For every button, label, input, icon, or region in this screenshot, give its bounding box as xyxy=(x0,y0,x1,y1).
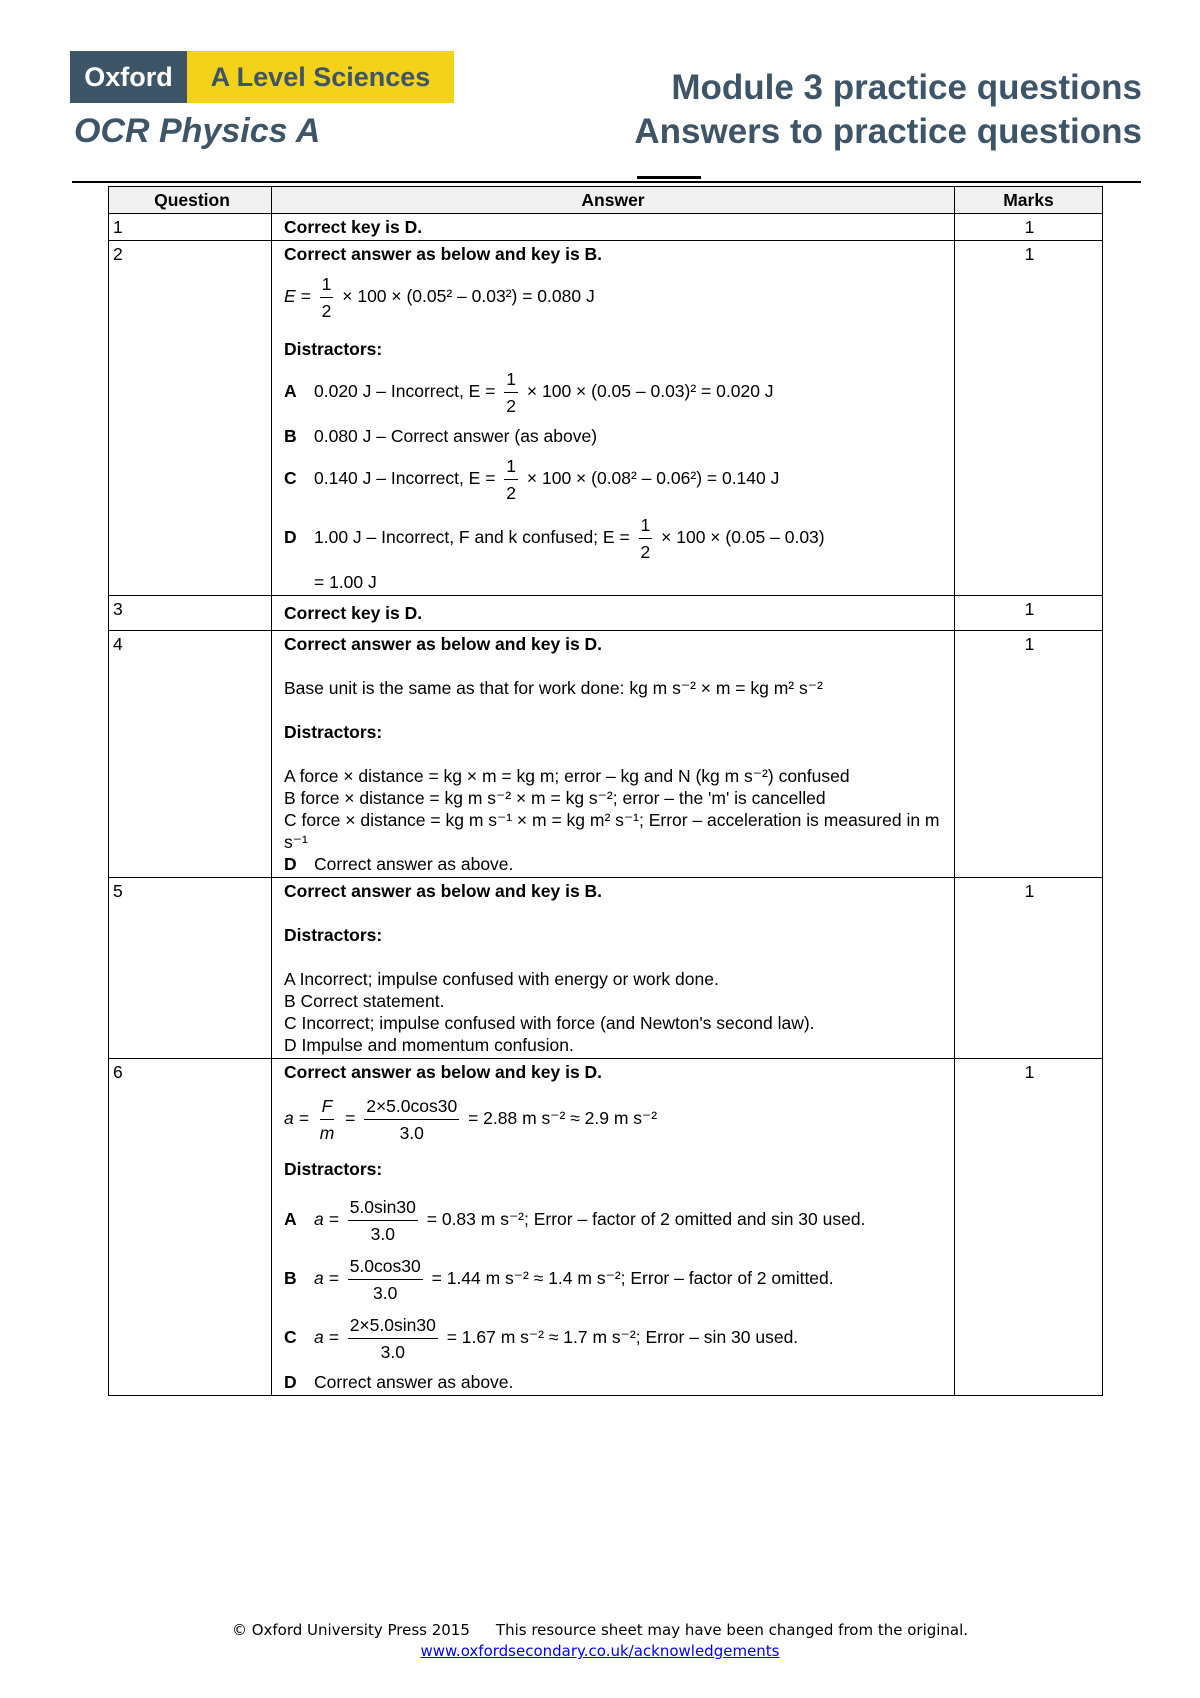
distractor-c xyxy=(284,1312,944,1365)
oxford-logo xyxy=(70,51,454,103)
acknowledgements-link[interactable]: www.oxfordsecondary.co.uk/acknowledgements xyxy=(420,1642,780,1660)
equation xyxy=(284,271,944,324)
header-answer: Answer xyxy=(272,187,955,214)
distractor-c: C Incorrect; impulse confused with force (and Newton's second law). xyxy=(284,1013,815,1033)
answers-table xyxy=(108,186,1103,1396)
option-letter: D xyxy=(284,854,297,874)
frac-num: 1 xyxy=(320,271,334,298)
frac-den: m xyxy=(319,1123,335,1143)
option-letter: A xyxy=(284,1209,297,1230)
option-letter: C xyxy=(284,468,297,489)
eq-lhs: a = xyxy=(314,1209,339,1230)
distractor-d-result: = 1.00 J xyxy=(314,572,377,592)
logo-oxford-text: Oxford xyxy=(70,51,187,103)
frac-num: 1 xyxy=(504,366,518,393)
frac-num: 2×5.0cos30 xyxy=(364,1093,459,1120)
fraction xyxy=(348,1312,438,1365)
marks-value: 1 xyxy=(955,596,1103,631)
distractor-b xyxy=(284,425,944,447)
distractor-a xyxy=(284,1194,944,1247)
frac-num: 5.0sin30 xyxy=(348,1194,418,1221)
header-rule xyxy=(72,181,1141,183)
fraction xyxy=(320,271,334,324)
option-letter: D xyxy=(284,527,297,548)
distractor-text: 0.080 J – Correct answer (as above) xyxy=(314,426,598,446)
header-question: Question xyxy=(109,187,272,214)
fraction xyxy=(348,1253,423,1306)
distractor-text: × 100 × (0.08² – 0.06²) = 0.140 J xyxy=(526,468,780,489)
base-unit-text: Base unit is the same as that for work done: kg m s⁻² × m = kg m² s⁻² xyxy=(284,678,823,698)
distractor-c xyxy=(284,453,944,506)
answer-text: Correct key is D. xyxy=(272,214,955,241)
table-row xyxy=(109,241,1103,596)
distractor-d: D Impulse and momentum confusion. xyxy=(284,1035,574,1055)
frac-num: 2×5.0sin30 xyxy=(348,1312,438,1339)
eq-lhs: E = xyxy=(284,286,311,307)
frac-den: 3.0 xyxy=(380,1342,405,1362)
fraction xyxy=(364,1093,459,1146)
answer-heading: Correct answer as below and key is B. xyxy=(284,881,603,901)
frac-num: 1 xyxy=(504,453,518,480)
table-row xyxy=(109,596,1103,631)
fraction xyxy=(504,453,518,506)
logo-alevel-text: A Level Sciences xyxy=(187,51,454,103)
question-number: 2 xyxy=(109,241,272,596)
distractor-text: = 1.44 m s⁻² ≈ 1.4 m s⁻²; Error – factor of 2 omitted. xyxy=(431,1268,834,1289)
distractor-text: = 0.83 m s⁻²; Error – factor of 2 omitted and sin 30 used. xyxy=(426,1209,866,1230)
header-marks: Marks xyxy=(955,187,1103,214)
option-letter: B xyxy=(284,426,297,446)
table-header-row xyxy=(109,187,1103,214)
distractor-c: C force × distance = kg m s⁻¹ × m = kg m² s⁻¹; Error – acceleration is measured in m s⁻¹ xyxy=(284,810,940,852)
footer-line xyxy=(0,1620,1200,1641)
eq-lhs: a = xyxy=(314,1268,339,1289)
question-number: 6 xyxy=(109,1059,272,1396)
distractor-text: = 1.67 m s⁻² ≈ 1.7 m s⁻²; Error – sin 30 used. xyxy=(446,1327,799,1348)
frac-den: 3.0 xyxy=(399,1123,424,1143)
distractor-b xyxy=(284,1253,944,1306)
distractor-a: A force × distance = kg × m = kg m; error – kg and N (kg m s⁻²) confused xyxy=(284,766,850,786)
marks-value: 1 xyxy=(955,631,1103,878)
table-row xyxy=(109,1059,1103,1396)
answer-cell xyxy=(272,241,955,596)
distractor-d xyxy=(284,853,944,875)
distractors-label: Distractors: xyxy=(284,722,383,742)
frac-den: 3.0 xyxy=(373,1283,398,1303)
table-row xyxy=(109,631,1103,878)
option-letter: D xyxy=(284,1372,297,1392)
header-rule-tab xyxy=(637,176,701,179)
footer xyxy=(0,1620,1200,1662)
eq-rhs: × 100 × (0.05² – 0.03²) = 0.080 J xyxy=(342,286,595,307)
question-number: 5 xyxy=(109,878,272,1059)
distractor-a xyxy=(284,366,944,419)
option-letter: B xyxy=(284,1268,297,1289)
distractor-text: 0.140 J – Incorrect, E = xyxy=(314,468,496,489)
frac-num: F xyxy=(320,1093,335,1120)
question-number: 4 xyxy=(109,631,272,878)
distractor-text: 1.00 J – Incorrect, F and k confused; E = xyxy=(314,527,630,548)
equation: a = $\frac{F}{m}$ = $\frac{2\times 5.0\cos 30}{3.0}$ = 2.88 m s⁻² ≈ 2.9 m s⁻² xyxy=(284,1093,944,1146)
question-number: 3 xyxy=(109,596,272,631)
title-line-1: Module 3 practice questions xyxy=(671,68,1142,107)
marks-value: 1 xyxy=(955,241,1103,596)
eq-rhs: = 2.88 m s⁻² ≈ 2.9 m s⁻² xyxy=(468,1108,658,1129)
fraction xyxy=(639,512,653,565)
eq-lhs: a = xyxy=(314,1327,339,1348)
distractor-b: B Correct statement. xyxy=(284,991,445,1011)
answer-heading: Correct answer as below and key is D. xyxy=(284,634,603,654)
frac-den: 3.0 xyxy=(370,1224,395,1244)
fraction xyxy=(348,1194,418,1247)
answer-text: Correct key is D. xyxy=(272,596,955,631)
distractors-label: Distractors: xyxy=(284,1159,383,1179)
table-row xyxy=(109,878,1103,1059)
answer-cell xyxy=(272,631,955,878)
frac-num: 1 xyxy=(639,512,653,539)
distractor-text: Correct answer as above. xyxy=(314,854,514,874)
answer-cell xyxy=(272,1059,955,1396)
page-title xyxy=(634,66,1142,154)
fraction xyxy=(504,366,518,419)
option-letter: C xyxy=(284,1327,297,1348)
distractor-text: 0.020 J – Incorrect, E = xyxy=(314,381,496,402)
distractors-label: Distractors: xyxy=(284,925,383,945)
subject-title: OCR Physics A xyxy=(74,112,321,150)
distractor-text: × 100 × (0.05 – 0.03)² = 0.020 J xyxy=(526,381,774,402)
answer-cell xyxy=(272,878,955,1059)
marks-value: 1 xyxy=(955,878,1103,1059)
marks-value: 1 xyxy=(955,1059,1103,1396)
distractors-label: Distractors: xyxy=(284,339,383,359)
question-number: 1 xyxy=(109,214,272,241)
distractor-d xyxy=(284,1371,944,1393)
frac-den: 2 xyxy=(506,396,517,416)
distractor-a: A Incorrect; impulse confused with energy or work done. xyxy=(284,969,719,989)
distractor-text: × 100 × (0.05 – 0.03) xyxy=(661,527,825,548)
title-line-2: Answers to practice questions xyxy=(634,112,1142,151)
marks-value: 1 xyxy=(955,214,1103,241)
frac-den: 2 xyxy=(506,483,517,503)
distractor-b: B force × distance = kg m s⁻² × m = kg s⁻²; error – the 'm' is cancelled xyxy=(284,788,826,808)
fraction xyxy=(318,1093,337,1146)
footer-note: This resource sheet may have been changed from the original. xyxy=(495,1621,969,1639)
distractor-text: Correct answer as above. xyxy=(314,1372,514,1392)
footer-copyright: © Oxford University Press 2015 xyxy=(231,1621,470,1639)
eq-lhs: a = xyxy=(284,1108,309,1129)
frac-den: 2 xyxy=(640,542,651,562)
frac-num: 5.0cos30 xyxy=(348,1253,423,1280)
answer-heading: Correct answer as below and key is D. xyxy=(284,1062,603,1082)
distractor-d xyxy=(284,512,944,565)
answer-heading: Correct answer as below and key is B. xyxy=(284,244,603,264)
option-letter: A xyxy=(284,381,297,402)
frac-den: 2 xyxy=(321,301,332,321)
table-row xyxy=(109,214,1103,241)
